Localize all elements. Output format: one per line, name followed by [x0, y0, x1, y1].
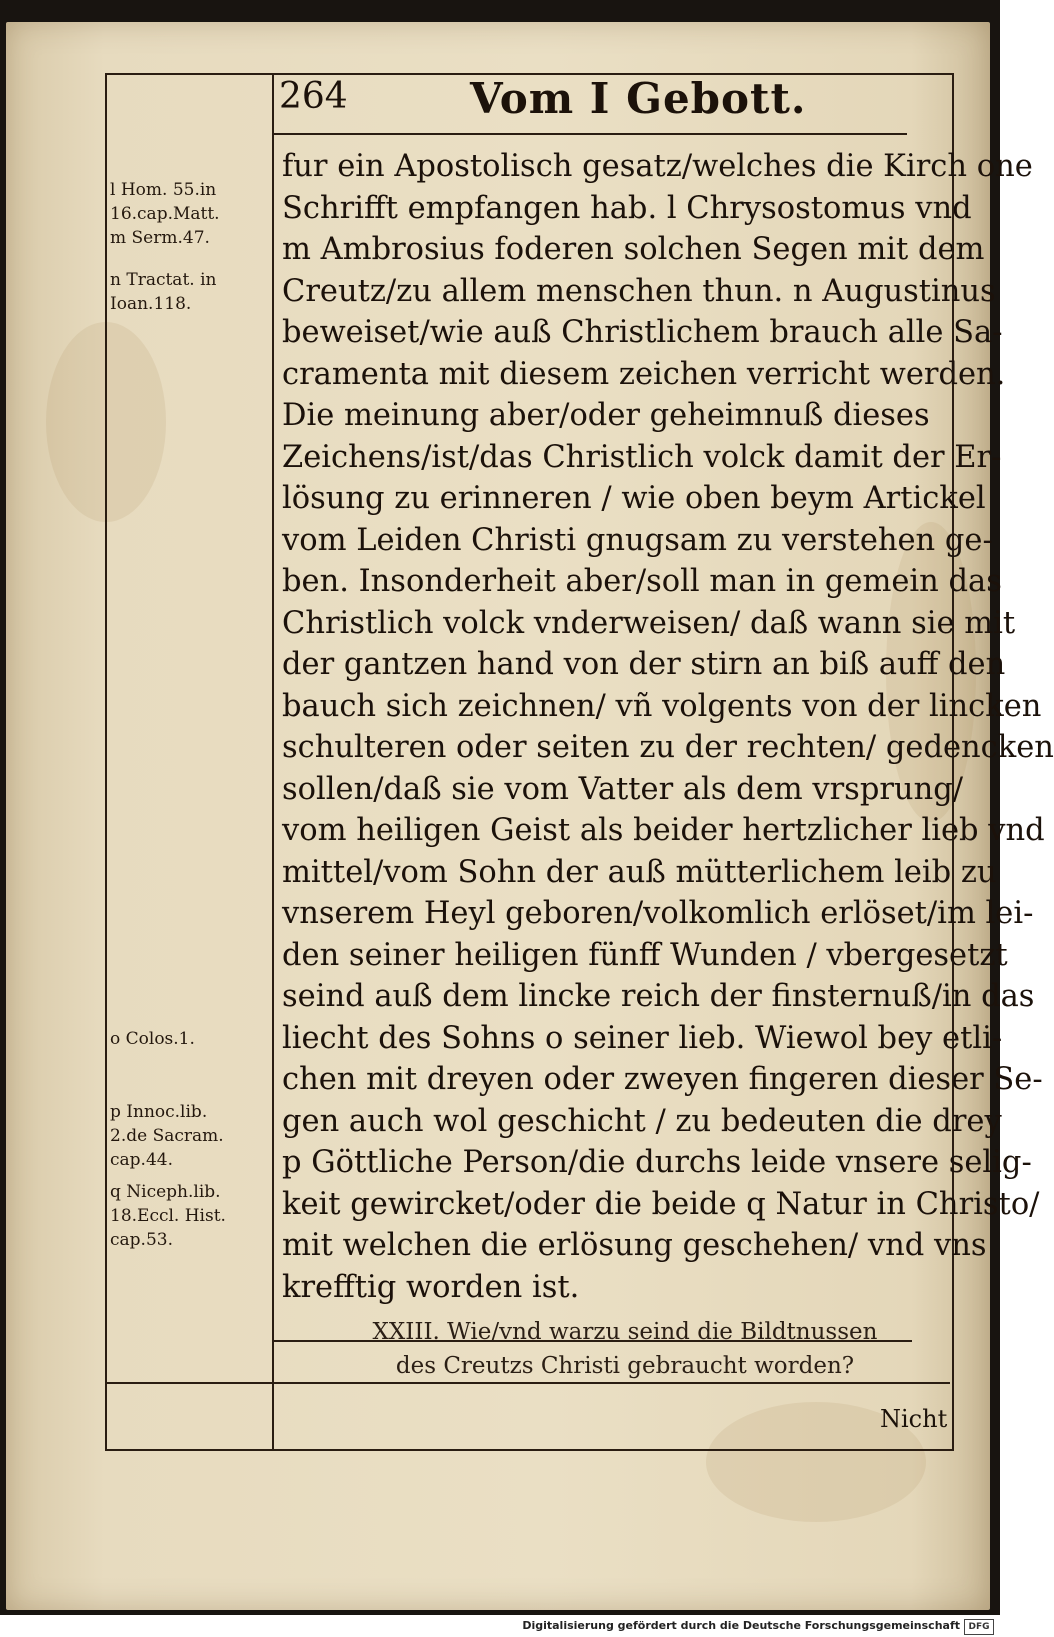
body-line: krefftig worden ist.	[282, 1269, 580, 1305]
marginal-note	[110, 1027, 270, 1051]
body-line: bauch sich zeichnen/ vñ volgents von der lincken	[282, 688, 1042, 724]
body-line: Die meinung aber/oder geheimnuß dieses	[282, 398, 930, 433]
marginal-note-line: p Innoc.lib.	[110, 1102, 208, 1122]
body-line: Christlich volck vnderweisen/ daß wann sie mit	[282, 605, 1016, 641]
marginal-note-line: 16.cap.Matt.	[110, 204, 220, 224]
body-text	[282, 146, 1054, 1308]
marginal-note-line: Ioan.118.	[110, 294, 192, 314]
catchword: Nicht	[880, 1405, 948, 1433]
question-line	[320, 1315, 930, 1349]
marginal-note-line: 18.Eccl. Hist.	[110, 1206, 226, 1226]
body-line: den seiner heiligen fünff Wunden / vbergesetzt	[282, 937, 1008, 973]
body-line: keit gewircket/oder die beide q Natur in Christo/	[282, 1186, 1040, 1222]
body-line: liecht des Sohns o seiner lieb. Wiewol bey etli-	[282, 1020, 1003, 1056]
question-heading	[320, 1315, 930, 1383]
marginal-note-line: n Tractat. in	[110, 270, 217, 290]
body-line: mit welchen die erlösung geschehen/ vnd vns	[282, 1228, 987, 1263]
body-line: m Ambrosius foderen solchen Segen mit dem	[282, 232, 985, 267]
marginal-note-line: cap.44.	[110, 1150, 173, 1170]
question-number: XXIII.	[372, 1319, 440, 1345]
marginal-note-line: l Hom. 55.in	[110, 180, 217, 200]
marginal-note	[110, 178, 270, 250]
marginal-note-line: q Niceph.lib.	[110, 1182, 221, 1202]
marginal-note-line: o Colos.1.	[110, 1029, 195, 1049]
dfg-logo: DFG	[964, 1619, 994, 1635]
marginal-note	[110, 1100, 270, 1172]
footer-credit: Digitalisierung gefördert durch die Deutsche Forschungsgemeinschaft	[522, 1619, 960, 1632]
body-line: vom heiligen Geist als beider hertzlicher lieb vnd	[282, 813, 1045, 848]
marginal-note	[110, 268, 270, 316]
body-line: schulteren oder seiten zu der rechten/ gedencken	[282, 730, 1054, 765]
body-line: mittel/vom Sohn der auß mütterlichem leib zu	[282, 854, 997, 890]
marginal-note-line: m Serm.47.	[110, 228, 210, 248]
body-line: seind auß dem lincke reich der finsternuß/in das	[282, 979, 1035, 1014]
margin-column-rule	[272, 73, 274, 1449]
body-line: gen auch wol geschicht / zu bedeuten die drey	[282, 1103, 1002, 1139]
marginal-note-line: cap.53.	[110, 1230, 173, 1250]
body-line: fur ein Apostolisch gesatz/welches die Kirch one	[282, 149, 1033, 184]
body-line: beweiset/wie auß Christlichem brauch alle Sa-	[282, 315, 1003, 350]
body-line: cramenta mit diesem zeichen verricht werden.	[282, 356, 1006, 392]
running-head: Vom I Gebott.	[470, 74, 807, 123]
question-line: des Creutzs Christi gebraucht worden?	[395, 1353, 855, 1379]
body-line: Creutz/zu allem menschen thun. n Augustinus	[282, 273, 996, 309]
body-line: Zeichens/ist/das Christlich volck damit der Er-	[282, 439, 1002, 475]
body-line: vnserem Heyl geboren/volkomlich erlöset/im lei-	[282, 896, 1034, 931]
body-line: lösung zu erinneren / wie oben beym Artickel	[282, 481, 986, 516]
body-line: Schrifft empfangen hab. l Chrysostomus vnd	[282, 190, 972, 226]
question-text: Wie/vnd warzu seind die Bildtnussen	[447, 1319, 878, 1345]
body-line: chen mit dreyen oder zweyen fingeren dieser Se-	[282, 1062, 1043, 1097]
body-line: sollen/daß sie vom Vatter als dem vrsprung/	[282, 771, 964, 807]
page-number: 264	[279, 76, 348, 117]
body-line: vom Leiden Christi gnugsam zu verstehen ge-	[282, 522, 993, 558]
marginal-note-line: 2.de Sacram.	[110, 1126, 224, 1146]
header-rule	[272, 133, 907, 135]
digitization-footer	[0, 1617, 1000, 1637]
body-line: ben. Insonderheit aber/soll man in gemein das	[282, 564, 1002, 599]
body-line: der gantzen hand von der stirn an biß auff den	[282, 647, 1006, 682]
marginal-note	[110, 1180, 270, 1252]
body-line: p Göttliche Person/die durchs leide vnsere selig-	[282, 1145, 1032, 1180]
